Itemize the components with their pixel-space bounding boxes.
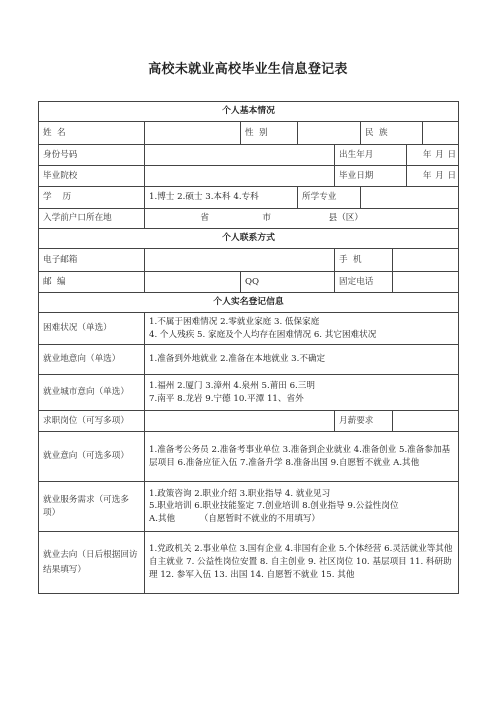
- field-ethnicity[interactable]: [423, 122, 458, 144]
- label-job-sought: 求职岗位（可写多项）: [39, 411, 145, 432]
- field-postcode[interactable]: [145, 272, 241, 293]
- field-gender[interactable]: [298, 122, 361, 145]
- hukou-province-label: 省: [200, 213, 209, 224]
- label-hardship: 困难状况（单选）: [39, 313, 145, 345]
- hukou-city-label: 市: [262, 213, 271, 224]
- registration-form-table: [38, 101, 459, 594]
- grad-cell: [335, 166, 459, 187]
- label-school: 毕业院校: [39, 166, 145, 187]
- label-birth: 出生年月: [335, 145, 407, 165]
- label-gender: 性 别: [241, 122, 298, 145]
- section-header-registration: 个人实名登记信息: [39, 293, 459, 313]
- label-ethnicity: [361, 122, 459, 145]
- city-option-line-2: 7.南平 8.龙岩 9.宁德 10.平潭 11、省外: [149, 393, 304, 404]
- location-intent-options[interactable]: 1.准备到外地就业 2.准备在本地就业 3.不确定: [145, 345, 459, 375]
- field-id-number[interactable]: [145, 145, 335, 166]
- education-options[interactable]: 1.博士 2.硕士 3.本科 4.专科: [145, 187, 298, 209]
- label-name: 姓 名: [39, 122, 145, 145]
- city-intent-options[interactable]: [145, 375, 459, 411]
- label-phone: 手 机: [335, 249, 393, 271]
- label-grad-date: 毕业日期: [335, 166, 407, 186]
- field-landline[interactable]: [393, 272, 458, 292]
- landline-cell: [335, 272, 459, 293]
- grad-month-label: 月: [435, 171, 444, 181]
- hardship-option-line-1: 1.不属于困难情况 2.零就业家庭 3. 低保家庭: [149, 317, 320, 327]
- field-qq[interactable]: [241, 272, 335, 293]
- phone-cell: [335, 249, 459, 272]
- hardship-options[interactable]: [145, 313, 459, 345]
- label-email: 电子邮箱: [39, 249, 145, 272]
- field-email[interactable]: [145, 249, 335, 272]
- hukou-county-label: 县（区）: [328, 213, 363, 224]
- destination-options[interactable]: 1.党政机关 2.事业单位 3.国有企业 4.非国有企业 5.个体经营 6.灵活就业等其他自主就业 7. 公益性岗位安置 8. 自主创业 9. 社区岗位 10. 基层项目 11. 科研助理 12. 参军入伍 13. 出国 14. 自愿暂不就业 15. 其他: [145, 532, 459, 594]
- hardship-option-line-2: 4. 个人残疾 5. 家庭及个人均存在困难情况 6. 其它困难状况: [149, 329, 377, 340]
- field-salary[interactable]: [393, 411, 458, 431]
- label-salary: 月薪要求: [335, 411, 393, 431]
- label-service-need: 就业服务需求（可选多项）: [39, 482, 145, 532]
- service-need-options[interactable]: [145, 482, 459, 532]
- label-hukou: 入学前户口所在地: [39, 209, 145, 229]
- service-option-line-2: 5.职业培训 6.职业技能鉴定 7.创业培训 8.创业指导 9.公益性岗位: [149, 501, 399, 512]
- label-qq: QQ: [245, 276, 260, 287]
- label-ethnicity-text: 民 族: [361, 122, 423, 144]
- field-phone[interactable]: [393, 249, 458, 271]
- grad-year-label: 年: [422, 171, 432, 181]
- label-postcode: 邮 编: [39, 272, 145, 293]
- label-landline: 固定电话: [335, 272, 393, 292]
- section-header-basic: 个人基本情况: [39, 102, 459, 122]
- label-major: 所学专业: [298, 187, 361, 209]
- label-education: 学 历: [39, 187, 145, 209]
- birth-month-label: 月: [435, 150, 444, 160]
- service-option-line-3: A.其他 （自愿暂时不就业的不用填写）: [149, 513, 321, 524]
- job-intent-options[interactable]: 1.准备考公务员 2.准备考事业单位 3.准备到企业就业 4.准备创业 5.准备参加基层项目 6.准备应征入伍 7.准备升学 8.准备出国 9.自愿暂不就业 A.其他: [145, 432, 459, 482]
- field-major[interactable]: [361, 187, 459, 209]
- label-destination: 就业去向（日后根据回访结果填写）: [39, 532, 145, 594]
- field-name[interactable]: [145, 122, 241, 145]
- label-city-intent: 就业城市意向（单选）: [39, 375, 145, 411]
- city-option-line-1: 1.福州 2.厦门 3.漳州 4.泉州 5.莆田 6.三明: [149, 381, 315, 391]
- field-school[interactable]: [145, 166, 335, 187]
- salary-cell: [335, 411, 459, 432]
- birth-cell: [335, 145, 459, 166]
- label-location-intent: 就业地意向（单选）: [39, 345, 145, 375]
- label-job-intent: 就业意向（可选多项）: [39, 432, 145, 482]
- section-header-contact: 个人联系方式: [39, 229, 459, 249]
- field-hukou[interactable]: [145, 209, 459, 229]
- page-title: 高校未就业高校毕业生信息登记表: [148, 62, 348, 77]
- field-job-sought[interactable]: [145, 411, 335, 432]
- birth-day-label: 日: [447, 150, 457, 160]
- label-id-number: 身份号码: [39, 145, 145, 166]
- service-option-line-1: 1.政策咨询 2.职业介绍 3.职业指导 4. 就业见习: [149, 488, 331, 499]
- birth-year-label: 年: [422, 150, 432, 160]
- grad-day-label: 日: [447, 171, 457, 181]
